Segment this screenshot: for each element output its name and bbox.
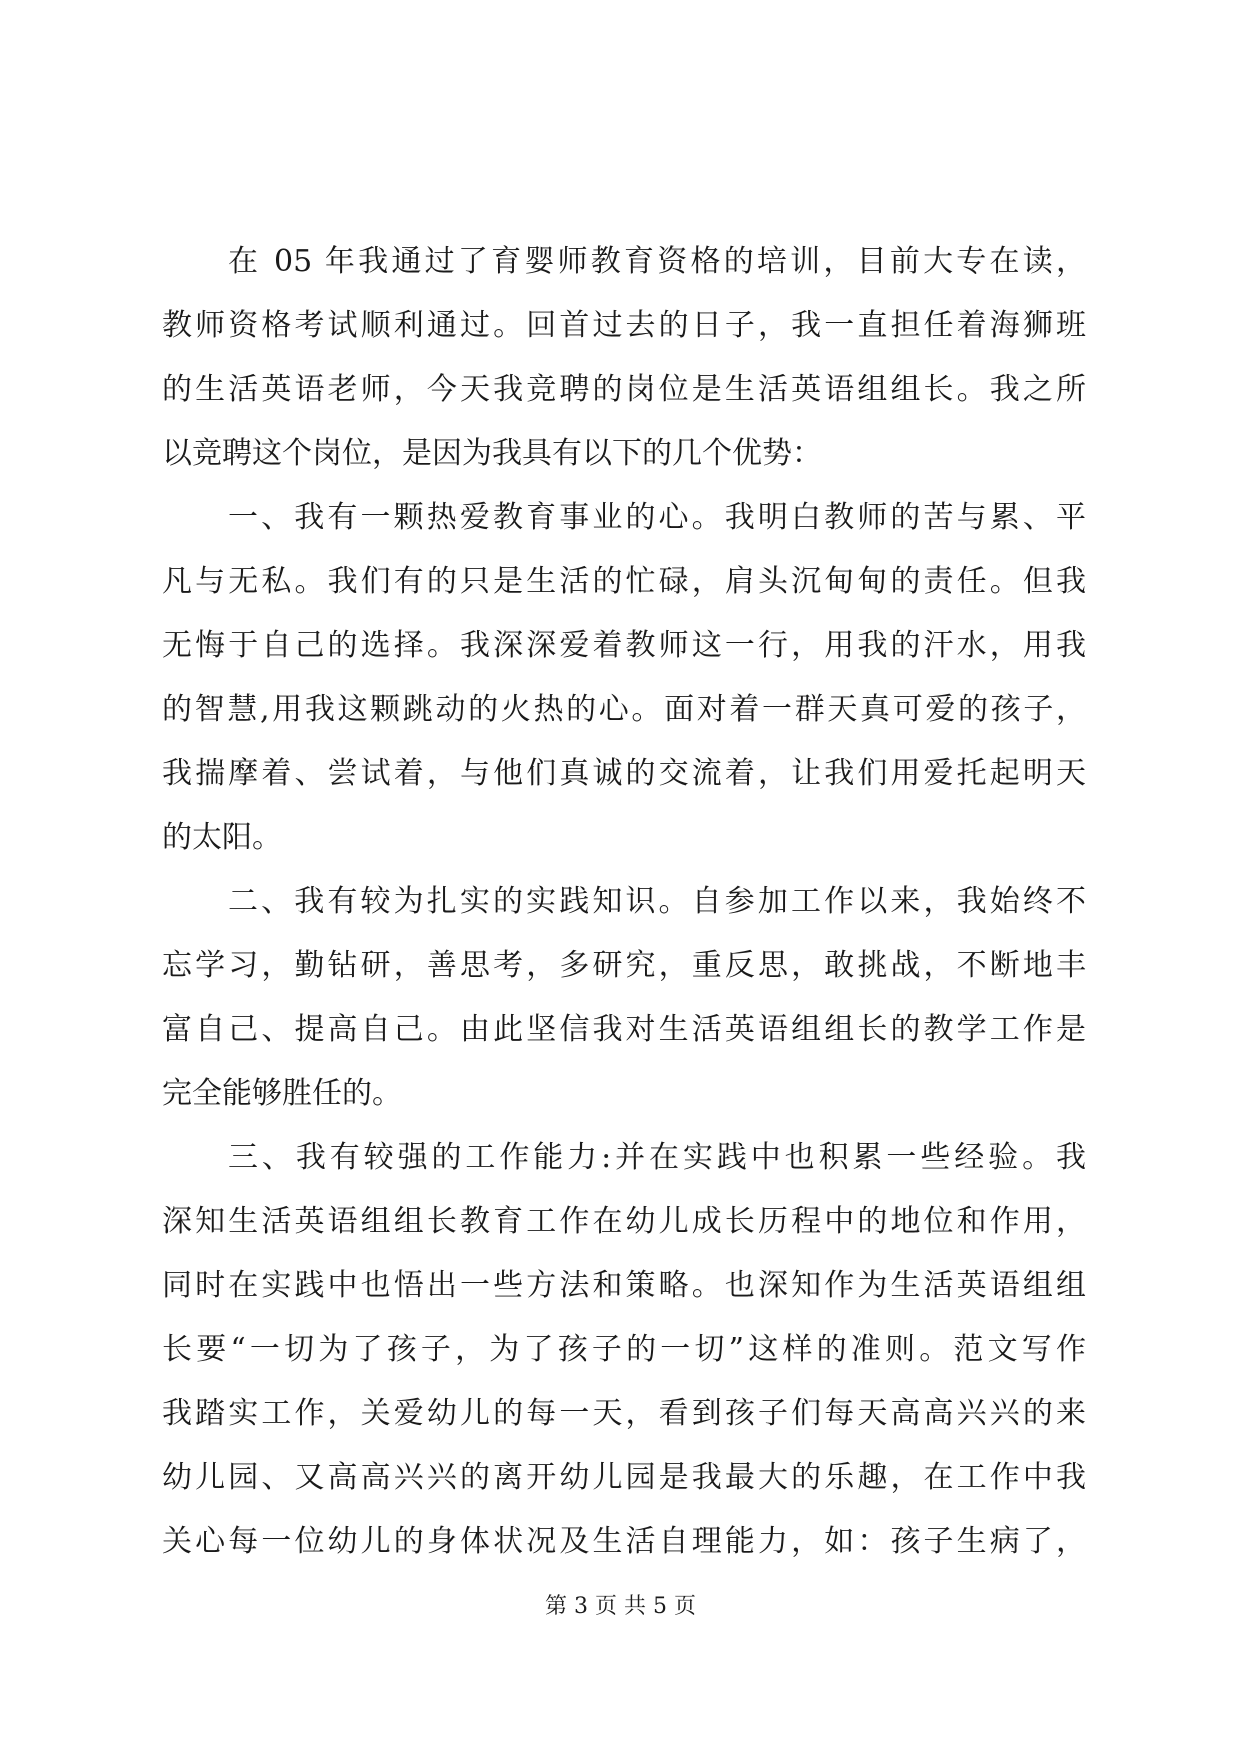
text-line: 忘学习，勤钻研，善思考，多研究，重反思，敢挑战，不断地丰	[162, 948, 1086, 983]
text-line: 的太阳。	[162, 820, 282, 855]
text-line: 以竞聘这个岗位，是因为我具有以下的几个优势：	[162, 436, 822, 471]
text-line: 的生活英语老师，今天我竞聘的岗位是生活英语组组长。我之所	[162, 372, 1086, 407]
text-line: 关心每一位幼儿的身体状况及生活自理能力，如：孩子生病了，	[162, 1524, 1086, 1559]
text-line: 三、我有较强的工作能力:并在实践中也积累一些经验。我	[228, 1140, 1086, 1175]
text-line: 同时在实践中也悟出一些方法和策略。也深知作为生活英语组组	[162, 1268, 1086, 1303]
text-line: 二、我有较为扎实的实践知识。自参加工作以来，我始终不	[228, 884, 1086, 919]
text-line: 完全能够胜任的。	[162, 1076, 402, 1111]
page-footer: 第 3 页 共 5 页	[545, 1594, 696, 1619]
text-line: 一、我有一颗热爱教育事业的心。我明白教师的苦与累、平	[228, 500, 1086, 535]
text-line: 教师资格考试顺利通过。回首过去的日子，我一直担任着海狮班	[162, 308, 1086, 343]
text-line: 无悔于自己的选择。我深深爱着教师这一行，用我的汗水，用我	[162, 628, 1086, 663]
text-line: 我踏实工作，关爱幼儿的每一天，看到孩子们每天高高兴兴的来	[162, 1396, 1086, 1431]
text-line: 富自己、提高自己。由此坚信我对生活英语组组长的教学工作是	[162, 1012, 1086, 1047]
text-line: 深知生活英语组组长教育工作在幼儿成长历程中的地位和作用，	[162, 1204, 1086, 1239]
text-line: 在 05 年我通过了育婴师教育资格的培训，目前大专在读，	[228, 244, 1086, 279]
text-line: 的智慧,用我这颗跳动的火热的心。面对着一群天真可爱的孩子，	[162, 692, 1086, 727]
text-line: 长要“一切为了孩子，为了孩子的一切”这样的准则。范文写作	[162, 1332, 1086, 1367]
text-line: 凡与无私。我们有的只是生活的忙碌，肩头沉甸甸的责任。但我	[162, 564, 1086, 599]
document-body	[162, 230, 1086, 1574]
text-line: 我揣摩着、尝试着，与他们真诚的交流着，让我们用爱托起明天	[162, 756, 1086, 791]
text-line: 幼儿园、又高高兴兴的离开幼儿园是我最大的乐趣，在工作中我	[162, 1460, 1086, 1495]
